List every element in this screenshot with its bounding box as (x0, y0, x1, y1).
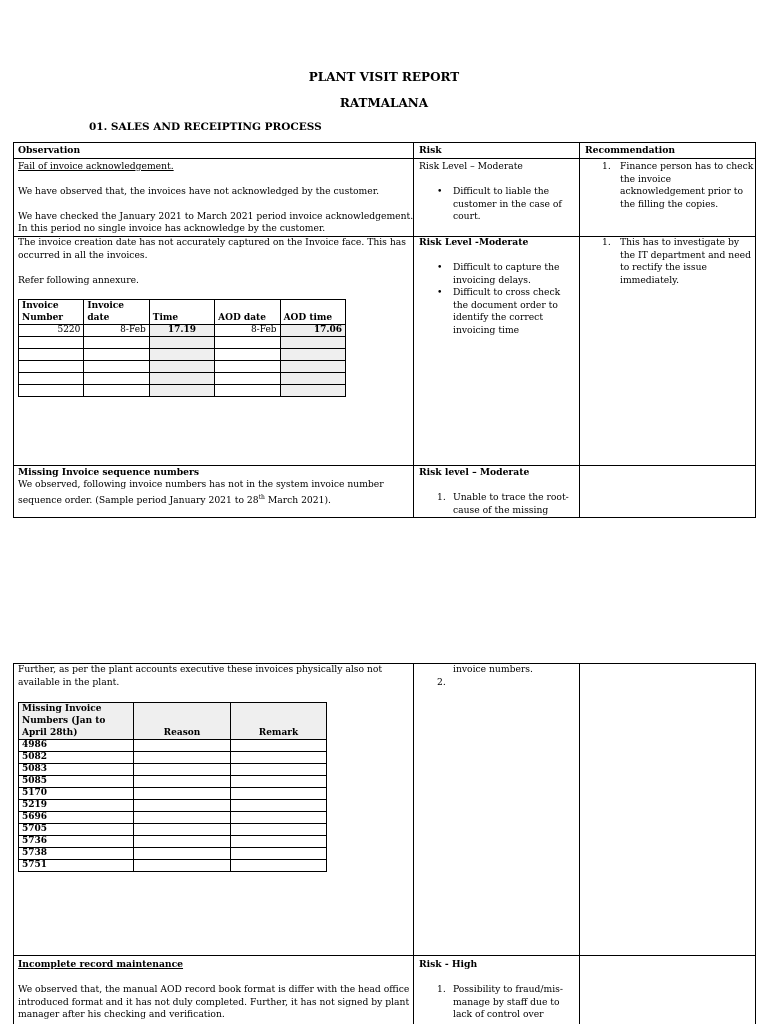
row3-observation-text2: sequence order. (Sample period January 2021 to 28th March 2021). (18, 494, 331, 507)
table-row: 5738 (19, 848, 327, 860)
table-row: 5696 (19, 812, 327, 824)
th-aod-time: AOD time (280, 300, 345, 325)
table-row (19, 337, 346, 349)
table-row: 5220 8-Feb 17.19 8-Feb 17.06 (19, 325, 346, 337)
th-remark: Remark (231, 703, 327, 740)
table-row (19, 385, 346, 397)
table-row (19, 349, 346, 361)
row1-observation-text: We have observed that, the invoices have not acknowledged by the customer. (18, 186, 379, 197)
table-row: 5083 (19, 764, 327, 776)
row5-observation-title: Incomplete record maintenance (18, 959, 184, 970)
row4-risk-continued: invoice numbers. (453, 664, 533, 675)
row3-observation-text: We observed, following invoice numbers has not in the system invoice number (18, 479, 384, 490)
section-heading: 01. SALES AND RECEIPTING PROCESS (89, 121, 322, 133)
row3-observation-title: Missing Invoice sequence numbers (18, 467, 200, 478)
invoice-time-table (18, 299, 346, 397)
th-invoice-date: Invoice date (84, 300, 149, 325)
th-time: Time (149, 300, 214, 325)
table-row: 5219 (19, 800, 327, 812)
table-row: 5736 (19, 836, 327, 848)
th-aod-date: AOD date (215, 300, 280, 325)
table-row: 4986 (19, 740, 327, 752)
row3-risk-level: Risk level – Moderate (419, 467, 530, 478)
table-row: 5751 (19, 860, 327, 872)
table-row (19, 373, 346, 385)
th-invoice-number: Invoice Number (19, 300, 84, 325)
table-row: 5170 (19, 788, 327, 800)
row2-observation-annexure: Refer following annexure. (18, 275, 139, 286)
row2-risk-bullet-1: • Difficult to capture the invoicing delays. (437, 262, 560, 286)
table-row: 5082 (19, 752, 327, 764)
row4-observation-text: Further, as per the plant accounts executive these invoices physically also not available in the plant. (18, 664, 383, 688)
table-row: 5705 (19, 824, 327, 836)
missing-invoice-table (18, 702, 327, 872)
row5-observation-text: We observed that, the manual AOD record book format is differ with the head office introduced format and it has not duly completed. Further, it has not signed by plant manager after his checking and verification. (18, 984, 410, 1020)
th-reason: Reason (134, 703, 231, 740)
th-missing-invoice: Missing Invoice Numbers (Jan to April 28th) (19, 703, 134, 740)
row2-risk-level: Risk Level -Moderate (419, 237, 529, 248)
row4-risk-item-2: 2. (437, 677, 446, 688)
row1-risk-level: Risk Level – Moderate (419, 161, 523, 172)
header-risk: Risk (419, 145, 442, 156)
report-title: PLANT VISIT REPORT (308, 70, 460, 84)
table-row (19, 361, 346, 373)
header-observation: Observation (18, 145, 81, 156)
row2-observation-text: The invoice creation date has not accurately captured on the Invoice face. This has occurred in all the invoices. (18, 237, 406, 261)
row5-risk-level: Risk - High (419, 959, 478, 970)
table-row: 5085 (19, 776, 327, 788)
row1-observation-text2: We have checked the January 2021 to March 2021 period invoice acknowledgement. (18, 211, 414, 222)
row1-observation-title: Fail of invoice acknowledgement. (18, 161, 174, 172)
row1-observation-text3: In this period no single invoice has acknowledge by the customer. (18, 223, 326, 234)
report-location: RATMALANA (339, 96, 429, 110)
header-recommendation: Recommendation (585, 145, 676, 156)
